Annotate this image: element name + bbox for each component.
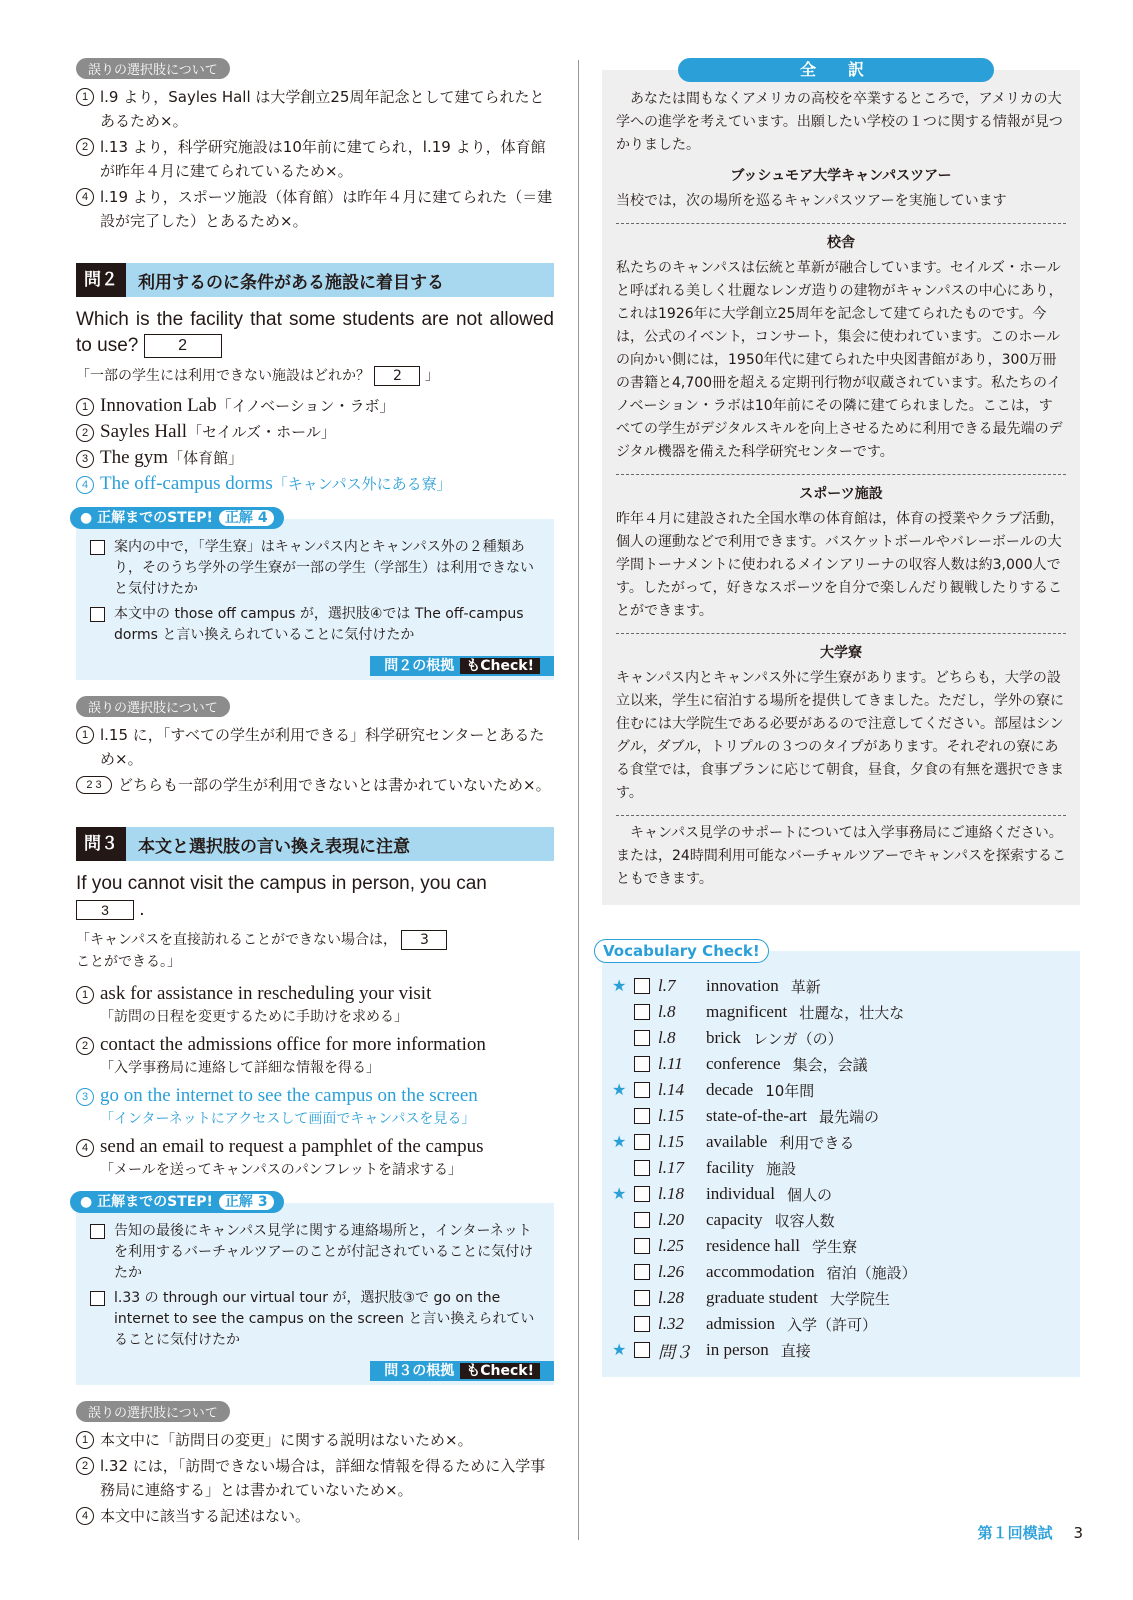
vocab-word: admission [706, 1314, 775, 1333]
footer-label: 第１回模試 [977, 1524, 1053, 1542]
choice-number: 4 [76, 1139, 94, 1157]
question-2-header [76, 263, 554, 297]
checkbox-icon [634, 1082, 650, 1098]
choice-number: 3 [76, 450, 94, 468]
vocab-line-ref: l.32 [658, 1314, 684, 1333]
vocab-row [612, 1129, 1070, 1155]
question-2-en: Which is the facility that some students are not allowed to use? 2 [76, 309, 554, 356]
answer-box-2: 2 [144, 334, 222, 358]
question-3-step-box [76, 1194, 554, 1385]
wrong-option-text: 本文中に該当する記述はない。 [100, 1507, 311, 1525]
vocab-word: decade [706, 1080, 754, 1099]
answer-choice [76, 1134, 554, 1181]
choice-en: Innovation Lab [100, 395, 217, 416]
question-2-tag: 問２ [76, 263, 126, 297]
vocab-row [612, 1259, 1070, 1285]
checkbox-icon [634, 1290, 650, 1306]
checkbox-icon [634, 1264, 650, 1280]
choice-number: 2 [76, 138, 94, 156]
star-icon: ★ [612, 1186, 627, 1203]
wrong-options-section-2: 誤りの選択肢について 1 l.15 に，「すべての学生が利用できる」科学研究センターとあるため×。 2 3 どちらも一部の学生が利用できないとは書かれていないため×。 [76, 696, 554, 797]
choice-jp: 「イノベーション・ラボ」 [216, 397, 395, 415]
answer-choice [76, 1032, 554, 1079]
star-icon: ★ [612, 1082, 627, 1099]
choice-en: Sayles Hall [100, 421, 188, 442]
wrong-options-title: 誤りの選択肢について [76, 58, 230, 79]
star-icon: ★ [612, 1342, 627, 1359]
vocab-meaning: 最先端の [819, 1107, 880, 1126]
dashed-divider [616, 474, 1066, 475]
star-icon: ★ [612, 1134, 627, 1151]
checkbox-icon [634, 1316, 650, 1332]
wrong-option-text: 本文中に「訪問日の変更」に関する説明はないため×。 [100, 1431, 473, 1449]
page-footer [978, 1522, 1083, 1543]
vocab-line-ref: l.15 [658, 1106, 684, 1125]
wrong-option-item [76, 1504, 554, 1528]
choice-jp: 「訪問の日程を変更するために手助けを求める」 [100, 1009, 408, 1025]
left-column [76, 58, 554, 1530]
answer-choice [76, 445, 554, 471]
vocab-line-ref: l.17 [658, 1158, 684, 1177]
wrong-options-section-3: 誤りの選択肢について 1 本文中に「訪問日の変更」に関する説明はないため×。 2 l.32 には，「訪問できない場合は，詳細な情報を得るために入学事務局に連絡する」とは書かれていないため×。 4 本文中に該当する記述はない。 [76, 1401, 554, 1528]
choice-number: 2 [76, 1457, 94, 1475]
choice-en: contact the admissions office for more information [100, 1034, 486, 1055]
wrong-options-section-1 [76, 58, 554, 233]
choice-en: send an email to request a pamphlet of the campus [100, 1136, 484, 1157]
vocab-row [612, 1155, 1070, 1181]
vocab-meaning: 学生寮 [811, 1237, 857, 1256]
vocab-word: innovation [706, 976, 779, 995]
checkbox-icon [634, 1004, 650, 1020]
dashed-divider [616, 815, 1066, 816]
wrong-option-text: どちらも一部の学生が利用できないとは書かれていないため×。 [118, 776, 551, 794]
translation-heading: ブッシュモア大学キャンパスツアー [730, 168, 952, 184]
choice-jp: 「インターネットにアクセスして画面でキャンパスを見る」 [100, 1111, 476, 1127]
wrong-option-item [76, 1454, 554, 1502]
vocab-word: state-of-the-art [706, 1106, 807, 1125]
choice-number: 3 [76, 1088, 94, 1106]
vocab-row [612, 1051, 1070, 1077]
vocabulary-check-title: Vocabulary Check! [594, 939, 769, 963]
choice-jp: 「キャンパス外にある寮」 [272, 475, 452, 493]
checkbox-icon [634, 1056, 650, 1072]
wrong-option-item [76, 1428, 554, 1452]
question-2-title: 利用するのに条件がある施設に着目する [138, 272, 444, 293]
vocab-row [612, 1311, 1070, 1337]
vocab-meaning: 入学（許可） [786, 1315, 877, 1334]
translation-section-text: 私たちのキャンパスは伝統と革新が融合しています。セイルズ・ホールと呼ばれる美しく壮麗なレンガ造りの建物がキャンパスの中心にあり，これは1926年に大学創立25周年を記念して建てられたものです。今は，公式のイベント，コンサート，集会に使われています。このホールの向かい側には，1950年代に建てられた中央図書館があり，300万冊の書籍と4,700冊を超える定期刊行物が収蔵されています。私たちのイノベーション・ラボは10年前にその隣に建てられました。ここは，すべての学生がデジタルスキルを向上させるために利用できる最先端のデジタル機器を備えた科学研究センターです。 [616, 260, 1063, 460]
choice-number: 4 [76, 476, 94, 494]
vocab-row [612, 999, 1070, 1025]
step-header: ● 正解までのSTEP! 正解 3 [70, 1191, 284, 1213]
checkbox-icon [634, 1342, 650, 1358]
wrong-option-text: l.19 より，スポーツ施設（体育館）は昨年４月に建てられた（＝建設が完了した）とあるため×。 [100, 188, 553, 230]
checkbox-icon [634, 1030, 650, 1046]
checkbox-icon [634, 1238, 650, 1254]
choice-number: 4 [76, 1507, 94, 1525]
vocab-line-ref: l.18 [658, 1184, 684, 1203]
vocab-line-ref: l.8 [658, 1002, 676, 1021]
translation-section-title: 大学寮 [820, 645, 862, 661]
vocabulary-check-box [602, 942, 1080, 1377]
vocab-row [612, 1025, 1070, 1051]
vocab-meaning: 施設 [766, 1159, 797, 1178]
checkbox-icon [634, 1212, 650, 1228]
vocab-word: accommodation [706, 1262, 815, 1281]
choice-jp: 「入学事務局に連絡して詳細な情報を得る」 [100, 1060, 380, 1076]
vocab-row [612, 1337, 1070, 1363]
choice-en: ask for assistance in rescheduling your visit [100, 983, 432, 1004]
step-header: ● 正解までのSTEP! 正解 4 [70, 507, 284, 529]
wrong-option-text: l.32 には，「訪問できない場合は，詳細な情報を得るために入学事務局に連絡する」とは書かれていないため×。 [100, 1457, 546, 1499]
vocab-row [612, 1207, 1070, 1233]
vocab-row [612, 973, 1070, 999]
dashed-divider [616, 633, 1066, 634]
choice-number: 1 [76, 88, 94, 106]
choice-en: go on the internet to see the campus on the screen [100, 1085, 478, 1106]
choice-number: 1 [76, 986, 94, 1004]
vocab-meaning: 革新 [790, 977, 821, 996]
translation-section-text: キャンパス内とキャンパス外に学生寮があります。どちらも，大学の設立以来，学生に宿泊する場所を提供してきました。ただし，学外の寮に住むには大学院生である必要があるので注意してください。部屋はシングル，ダブル，トリプルの３つのタイプがあります。それぞれの寮にある食堂では，食事プランに応じて朝食，昼食，夕食の有無を選択できます。 [616, 670, 1064, 801]
choice-number: 2 [76, 1037, 94, 1055]
vocab-word: facility [706, 1158, 755, 1177]
answer-choice [76, 419, 554, 445]
checkbox-icon [634, 978, 650, 994]
vocab-word: conference [706, 1054, 781, 1073]
wrong-option-item [76, 773, 554, 797]
choice-number: 2 [76, 424, 94, 442]
choice-number: 1 [76, 398, 94, 416]
vocab-meaning: 集会，会議 [792, 1055, 868, 1074]
vocab-row [612, 1181, 1070, 1207]
wrong-option-item [76, 135, 554, 183]
question-3-choices [76, 981, 554, 1181]
vocab-row [612, 1285, 1070, 1311]
check-tag-3: 問３の根拠 もCheck! [370, 1361, 554, 1381]
checkbox-icon [634, 1160, 650, 1176]
full-translation-box [602, 60, 1080, 905]
right-column [602, 60, 1080, 1377]
choice-number: 1 [76, 1431, 94, 1449]
vocab-word: capacity [706, 1210, 763, 1229]
vocab-line-ref: l.11 [658, 1054, 683, 1073]
answer-choice [76, 1083, 554, 1130]
checkbox-icon [634, 1134, 650, 1150]
answer-choice [76, 393, 554, 419]
question-3-header [76, 827, 554, 861]
vocab-line-ref: l.8 [658, 1028, 676, 1047]
step-checkbox-item: 告知の最後にキャンパス見学に関する連絡場所と，インターネットを利用するバーチャルツアーのことが付記されていることに気付けたか [88, 1221, 544, 1284]
vocab-line-ref: 問３ [658, 1342, 692, 1362]
translation-intro: あなたは間もなくアメリカの高校を卒業するところで，アメリカの大学への進学を考えています。出願したい学校の１つに関する情報が見つかりました。 [616, 91, 1063, 153]
vocab-word: brick [706, 1028, 741, 1047]
choice-en: The off-campus dorms [100, 473, 273, 494]
choice-en: The gym [100, 447, 169, 468]
vocab-meaning: 個人の [786, 1185, 832, 1204]
column-divider [578, 60, 579, 1540]
choice-number: 2 3 [76, 776, 112, 794]
step-checkbox-item: l.33 の through our virtual tour が，選択肢③で go on the internet to see the campus on the screen と言い換えられていることに気付けたか [88, 1288, 544, 1351]
answer-box-3: 3 [76, 900, 134, 920]
vocab-meaning: 壮麗な，壮大な [799, 1003, 905, 1022]
answer-box-2-small: 2 [374, 366, 420, 386]
vocab-meaning: 収容人数 [774, 1211, 835, 1230]
question-2-choices [76, 393, 554, 497]
step-checkbox-item: 本文中の those off campus が，選択肢④では The off-campus dorms と言い換えられていることに気付けたか [88, 604, 544, 646]
wrong-option-text: l.13 より，科学研究施設は10年前に建てられ，l.19 より，体育館が昨年４月に建てられているため×。 [100, 138, 546, 180]
vocab-word: available [706, 1132, 768, 1151]
vocab-line-ref: l.7 [658, 976, 676, 995]
vocab-meaning: 大学院生 [829, 1289, 890, 1308]
vocab-word: residence hall [706, 1236, 800, 1255]
vocab-word: magnificent [706, 1002, 788, 1021]
vocab-meaning: 利用できる [779, 1133, 855, 1152]
wrong-option-item [76, 185, 554, 233]
vocab-line-ref: l.14 [658, 1080, 684, 1099]
choice-jp: 「体育館」 [168, 449, 244, 467]
question-2-jp: 「一部の学生には利用できない施設はどれか？ 2 」 [76, 368, 439, 384]
vocab-row [612, 1233, 1070, 1259]
translation-lead: 当校では，次の場所を巡るキャンパスツアーを実施しています [616, 193, 1007, 209]
vocab-word: in person [706, 1340, 769, 1359]
wrong-option-item [76, 723, 554, 771]
question-3-title: 本文と選択肢の言い換え表現に注意 [138, 836, 410, 857]
star-icon: ★ [612, 978, 627, 995]
answer-box-3-small: 3 [401, 930, 447, 950]
wrong-option-text: l.9 より，Sayles Hall は大学創立25周年記念として建てられたとあるため×。 [100, 88, 545, 130]
translation-section-title: 校舎 [827, 235, 855, 251]
vocab-line-ref: l.25 [658, 1236, 684, 1255]
choice-jp: 「セイルズ・ホール」 [187, 423, 336, 441]
question-3-en: If you cannot visit the campus in person, you can 3 . [76, 873, 487, 920]
choice-number: 4 [76, 188, 94, 206]
checkbox-icon [634, 1186, 650, 1202]
answer-choice [76, 471, 554, 497]
choice-jp: 「メールを送ってキャンパスのパンフレットを請求する」 [100, 1162, 463, 1178]
vocab-word: graduate student [706, 1288, 818, 1307]
wrong-option-text: l.15 に，「すべての学生が利用できる」科学研究センターとあるため×。 [100, 726, 545, 768]
question-3-jp: 「キャンパスを直接訪れることができない場合は， 3 ことができる。」 [76, 929, 554, 973]
page-number: 3 [1073, 1524, 1083, 1542]
vocab-row [612, 1077, 1070, 1103]
vocab-line-ref: l.15 [658, 1132, 684, 1151]
question-2-step-box [76, 510, 554, 680]
vocab-row [612, 1103, 1070, 1129]
translation-section-text: 昨年４月に建設された全国水準の体育館は，体育の授業やクラブ活動，個人の運動などで利用できます。バスケットボールやバレーボールの大学間トーナメントに使われるメインアリーナの収容人数は約3,000人です。したがって，好きなスポーツを自分で楽しんだり観戦したりすることができます。 [616, 511, 1064, 619]
answer-choice [76, 981, 554, 1028]
full-translation-title: 全 訳 [678, 58, 994, 82]
vocab-meaning: 宿泊（施設） [826, 1263, 917, 1282]
vocab-line-ref: l.28 [658, 1288, 684, 1307]
vocab-word: individual [706, 1184, 775, 1203]
vocab-line-ref: l.20 [658, 1210, 684, 1229]
vocab-line-ref: l.26 [658, 1262, 684, 1281]
checkbox-icon [634, 1108, 650, 1124]
translation-section-title: スポーツ施設 [799, 486, 883, 502]
translation-closing: キャンパス見学のサポートについては入学事務局にご連絡ください。または，24時間利用可能なバーチャルツアーでキャンパスを探索することもできます。 [616, 825, 1066, 887]
choice-number: 1 [76, 726, 94, 744]
vocab-meaning: レンガ（の） [752, 1029, 843, 1048]
vocab-meaning: 10年間 [765, 1081, 815, 1100]
vocab-meaning: 直接 [780, 1341, 811, 1360]
check-tag-2: 問２の根拠 もCheck! [370, 656, 554, 676]
dashed-divider [616, 223, 1066, 224]
question-3-tag: 問３ [76, 827, 126, 861]
wrong-option-item [76, 85, 554, 133]
step-checkbox-item: 案内の中で，「学生寮」はキャンパス内とキャンパス外の２種類あり，そのうち学外の学生寮が一部の学生（学部生）は利用できないと気付けたか [88, 537, 544, 600]
